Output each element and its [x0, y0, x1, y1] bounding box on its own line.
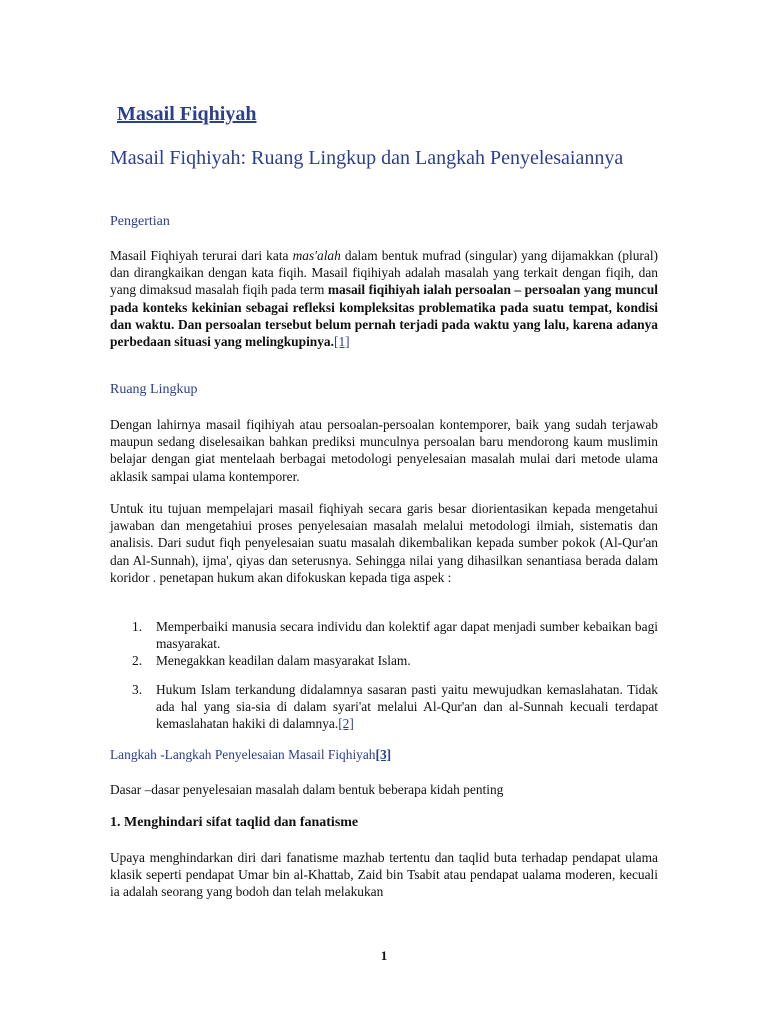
- footnote-link-1[interactable]: [1]: [333, 334, 350, 350]
- list-item-number: 3.: [132, 681, 143, 697]
- pengertian-italic-term: mas'alah: [292, 248, 341, 263]
- list-item-number: 1.: [132, 619, 143, 634]
- list-item: [110, 652, 658, 669]
- paragraph-ruang-lingkup-1: Dengan lahirnya masail fiqihiyah atau persoalan-persoalan kontemporer, baik yang sudah terjawab maupun sedang diselesaikan bahkan prediksi munculnya persoalan baru mendorong kaum muslimin belajar dengan giat mentelaah berbagai metodologi penyelesaian masalah mulai dari metode ulama aklasik sampai ulama kontemporer.: [110, 417, 658, 484]
- subheading-taqlid: 1. Menghindari sifat taqlid dan fanatisme: [110, 815, 359, 830]
- paragraph-ruang-lingkup-2: Untuk itu tujuan mempelajari masail fiqhiyah secara garis besar diorientasikan kepada mengetahui jawaban dan mengetahiui proses penyelesaian masalah melalui metodologi ilmiah, sistematis dan analisis. Dari sudut fiqh penyelesaian suatu masalah dikembalikan kepada sumber pokok (Al-Qur'an dan Al-Sunnah), ijma', qiyas dan seterusnya. Sehingga nilai yang dihasilkan senantiasa berada dalam koridor . penetapan hukum akan difokuskan kepada tiga aspek :: [110, 501, 658, 585]
- pengertian-bold-definition: masail fiqihiyah ialah persoalan – persoalan yang muncul pada konteks kekinian sebagai refleksi kompleksitas problematika pada suatu tempat, kondisi dan waktu. Dan persoalan tersebut belum pernah terjadi pada waktu yang lalu, karena adanya perbedaan situasi yang melingkupinya.: [110, 282, 659, 350]
- list-item-text: Hukum Islam terkandung didalamnya sasaran pasti yaitu mewujudkan kemaslahatan. Tidak ada hal yang sia-sia di dalam syari'at melalui Al-Qur'an dan al-Sunnah kecuali terdapat kemaslahatan hakiki di dalamnya.: [156, 681, 658, 732]
- paragraph-langkah-intro: Dasar –dasar penyelesaian masalah dalam bentuk beberapa kidah penting: [110, 782, 504, 797]
- section-heading-pengertian: Pengertian: [110, 214, 170, 229]
- footnote-link-2[interactable]: [2]: [338, 716, 354, 732]
- main-heading: Masail Fiqhiyah: Ruang Lingkup dan Langkah Penyelesaiannya: [110, 147, 624, 169]
- aspects-list: [110, 618, 658, 732]
- paragraph-pengertian: [110, 247, 658, 350]
- section-heading-langkah: [110, 747, 391, 763]
- list-item: [110, 618, 658, 652]
- list-item-text: Menegakkan keadilan dalam masyarakat Islam.: [156, 653, 411, 669]
- document-title: Masail Fiqhiyah: [117, 103, 257, 125]
- pengertian-text-a: Masail Fiqhiyah terurai dari kata: [110, 248, 293, 263]
- page-number: 1: [380, 948, 388, 963]
- pengertian-text-b: dalam bentuk mufrad (singular) yang dijamakkan (plural) dan dirangkaikan dengan kata fiqih. Masail fiqihiyah adalah masalah yang terkait dengan fiqih, dan yang dimaksud masalah fiqih pada term: [110, 248, 658, 298]
- footnote-link-3[interactable]: [3]: [375, 747, 392, 762]
- section-heading-ruang-lingkup: Ruang Lingkup: [110, 382, 198, 397]
- list-item-text: Memperbaiki manusia secara individu dan kolektif agar dapat menjadi sumber kebaikan bagi masyarakat.: [156, 619, 658, 652]
- list-item: [110, 681, 658, 733]
- list-item-number: 2.: [132, 653, 143, 669]
- langkah-heading-text: Langkah -Langkah Penyelesaian Masail Fiqhiyah: [110, 747, 376, 762]
- paragraph-taqlid: Upaya menghindarkan diri dari fanatisme mazhab tertentu dan taqlid buta terhadap pendapat ulama klasik seperti pendapat Umar bin al-Khattab, Zaid bin Tsabit atau pendapat ualama moderen, kecuali ia adalah seorang yang bodoh dan telah melakukan: [110, 850, 658, 900]
